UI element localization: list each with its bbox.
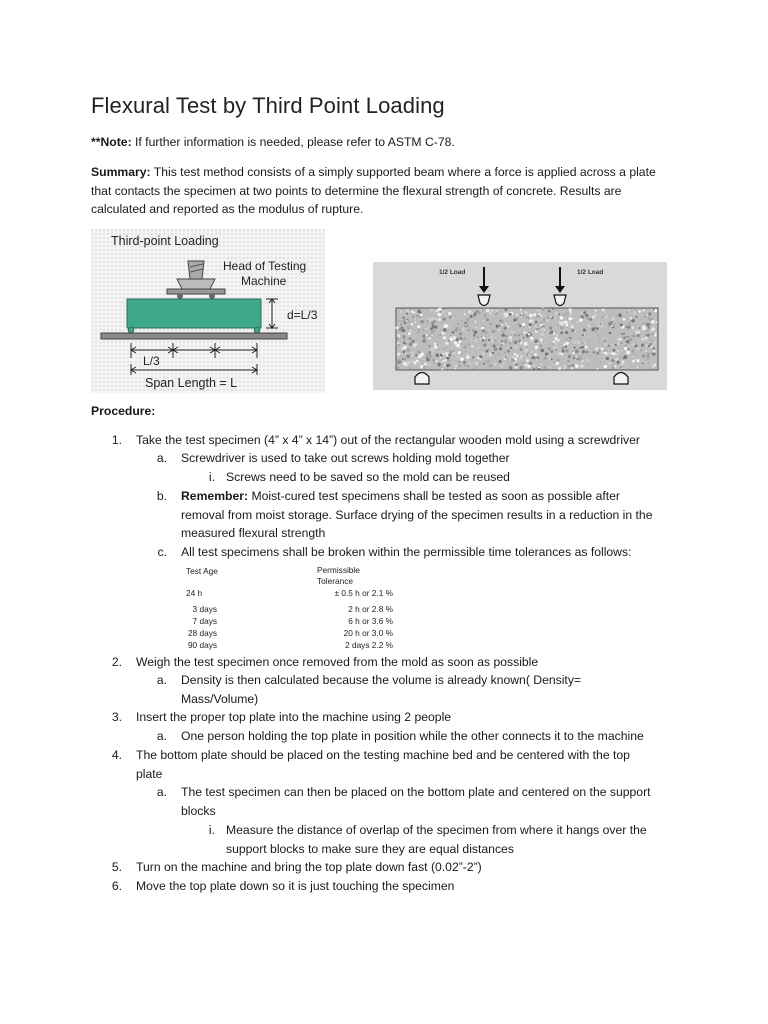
summary-line-3: calculated and reported as the modulus of rupture. [91, 202, 364, 216]
diagram-title: Third-point Loading [111, 234, 219, 248]
note-text: If further information is needed, please refer to ASTM C-78. [131, 135, 455, 149]
step-2a-line-1: Density is then calculated because the volume is already known( Density= [181, 673, 582, 687]
step-3-number: 3. [111, 710, 122, 724]
table-header-tolerance-1: Permissible [317, 565, 360, 575]
step-1-text: Take the test specimen (4” x 4” x 14”) out of the rectangular wooden mold using a screwdriver [136, 433, 640, 447]
half-load-right-label: 1/2 Load [577, 269, 604, 276]
depth-label: d=L/3 [287, 308, 318, 322]
step-5-number: 5. [111, 860, 122, 874]
step-5-text: Turn on the machine and bring the top plate down fast (0.02”-2”) [136, 860, 482, 874]
table-row-tolerance: 2 h or 2.8 % [348, 604, 393, 614]
step-4a-line-2: blocks [181, 803, 216, 818]
step-6-number: 6. [111, 879, 122, 893]
step-1a-number: a. [156, 451, 167, 465]
step-4a-number: a. [156, 785, 167, 799]
step-4-text [136, 746, 630, 783]
step-1b-line-1: Moist-cured test specimens shall be tested as soon as possible after [248, 489, 620, 503]
speckled-concrete-beam [396, 307, 658, 370]
step-1-number: 1. [111, 433, 122, 447]
step-2a-line-2: Mass/Volume) [181, 691, 259, 706]
support-right [254, 327, 260, 333]
step-2a-text [181, 671, 581, 708]
page-title: Flexural Test by Third Point Loading [91, 93, 445, 118]
step-3a-text: One person holding the top plate in position while the other connects it to the machine [181, 729, 644, 743]
concrete-beam-photo-diagram [373, 262, 667, 390]
third-point-loading-diagram [91, 229, 325, 393]
table-row-tolerance: 20 h or 3.0 % [343, 628, 393, 638]
step-6-text: Move the top plate down so it is just touching the specimen [136, 879, 455, 893]
support-bed [101, 333, 287, 339]
step-4-number: 4. [111, 748, 122, 762]
note-paragraph [91, 133, 691, 152]
step-4-line-2: plate [136, 766, 163, 781]
table-row-age: 7 days [192, 616, 217, 626]
step-1b-line-2: removal from moist storage. Surface drying of the specimen results in a reduction in the [181, 507, 653, 522]
step-1c-text: All test specimens shall be broken within the permissible time tolerances as follows: [181, 545, 632, 559]
remember-label: Remember: [181, 489, 249, 503]
half-load-left-label: 1/2 Load [439, 269, 466, 276]
table-row-age: 24 h [186, 588, 203, 598]
table-row-tolerance: ± 0.5 h or 2.1 % [334, 588, 393, 598]
step-4a-text [181, 783, 651, 820]
step-1ai-number: i. [208, 470, 215, 484]
table-row-tolerance: 6 h or 3.6 % [348, 616, 393, 626]
step-1b-text [181, 487, 701, 543]
summary-line-1: This test method consists of a simply supported beam where a force is applied across a plate [150, 165, 656, 179]
step-4a-line-1: The test specimen can then be placed on the bottom plate and centered on the support [181, 785, 651, 799]
step-3a-number: a. [156, 729, 167, 743]
bottom-support-right-icon [614, 373, 628, 385]
third-length-label: L/3 [143, 354, 160, 368]
step-2a-number: a. [156, 673, 167, 687]
step-4-line-1: The bottom plate should be placed on the testing machine bed and be centered with the top [136, 748, 630, 762]
bottom-support-left-icon [415, 373, 429, 385]
step-1b-line-3: measured flexural strength [181, 526, 326, 540]
support-left [128, 327, 134, 333]
concrete-beam [127, 299, 261, 328]
step-2-number: 2. [111, 655, 122, 669]
table-row-tolerance: 2 days 2.2 % [345, 640, 393, 650]
step-1ai-text: Screws need to be saved so the mold can be reused [226, 470, 510, 484]
machine-label-line-1: Head of Testing [223, 259, 307, 273]
note-prefix: **Note: [91, 135, 132, 149]
step-3-text: Insert the proper top plate into the machine using 2 people [136, 710, 452, 724]
table-row-age: 28 days [187, 628, 217, 638]
summary-label: Summary: [91, 165, 151, 179]
step-1c-number: c. [157, 545, 167, 559]
machine-label-line-2: Machine [241, 274, 287, 288]
summary-paragraph [91, 163, 691, 219]
step-4ai-line-2: support blocks to make sure they are equal distances [226, 841, 514, 856]
table-row-age: 90 days [187, 640, 217, 650]
step-4ai-line-1: Measure the distance of overlap of the specimen from where it hangs over the [226, 823, 647, 837]
step-4ai-text [226, 821, 647, 858]
procedure-label: Procedure: [91, 404, 156, 418]
summary-line-2: that contacts the specimen at two points to determine the flexural strength of concrete. Results are [91, 183, 622, 198]
span-length-label: Span Length = L [145, 376, 238, 390]
table-header-tolerance-2: Tolerance [317, 576, 353, 584]
step-4ai-number: i. [208, 823, 215, 837]
step-1a-text: Screwdriver is used to take out screws holding mold together [181, 451, 510, 465]
step-2-text: Weigh the test specimen once removed from the mold as soon as possible [136, 655, 539, 669]
table-header-age: Test Age [186, 566, 218, 576]
table-row-age: 3 days [192, 604, 217, 614]
step-1b-number: b. [156, 489, 167, 503]
